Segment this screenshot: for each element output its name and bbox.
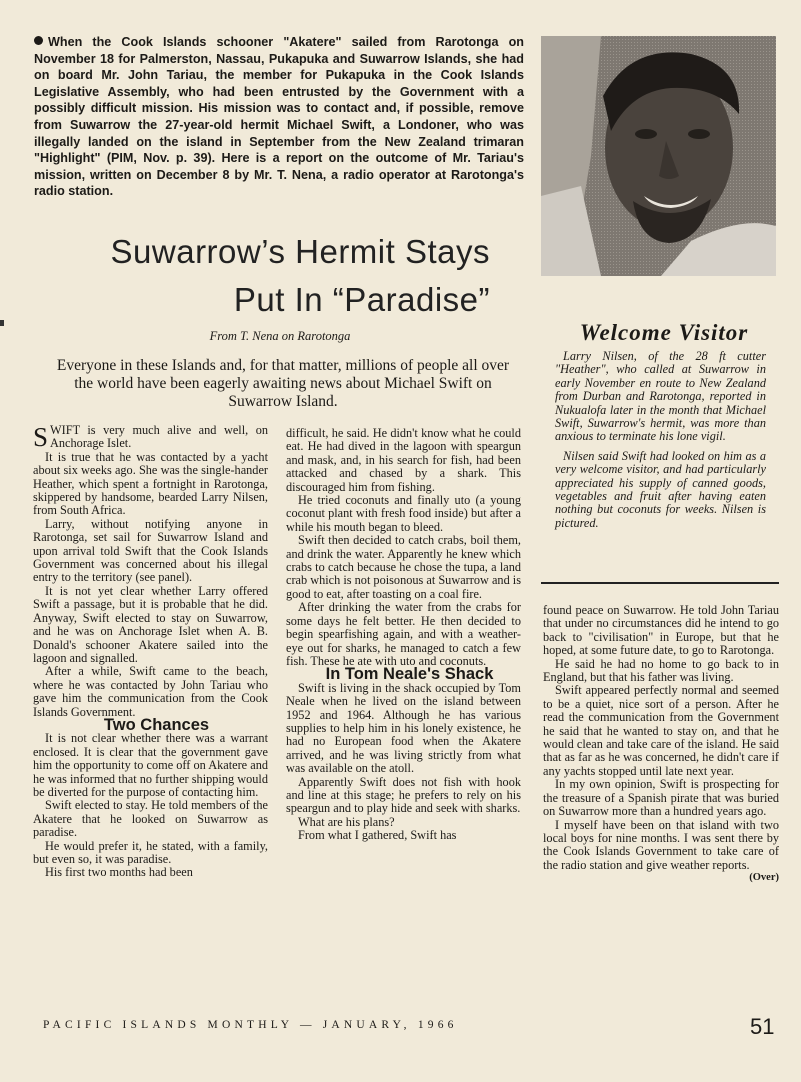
paragraph: Swift appeared perfectly normal and seemed to be a quiet, nice sort of a person. After he read the communication from the Government he said that he wanted to stay on, and that he would clean and take care of the island. He said that as far as he was concerned, he didn't care if any yachts stopped until late next year. [543,683,779,778]
page-footer: PACIFIC ISLANDS MONTHLY — JANUARY, 1966 [43,1019,458,1031]
subheading-tom-neales-shack: In Tom Neale's Shack [325,665,494,684]
sidebar-paragraph: Larry Nilsen, of the 28 ft cutter "Heather", who called at Suwarrow in early November en route to New Zealand from Durban and Rarotonga, reported in Nukualofa later in the month that Michael Swift, Suwarrow's hermit, was more than anxious to terminate his lone vigil. [555,349,766,444]
lead-paragraph: Everyone in these Islands and, for that matter, millions of people all over the world have been eagerly awaiting news about Michael Swift on Suwarrow Island. [56,357,510,410]
column-1 [33,424,268,880]
paragraph: After drinking the water from the crabs for some days he felt better. He then decided to begin spearfishing again, and with a weather-eye out for sharks, he managed to catch a few fish. These he ate with uto and coconuts. [286,600,521,668]
sidebar-text [555,350,766,536]
portrait-photo [541,36,776,276]
paragraph: He said he had no home to go back to in England, but that his father was living. [543,656,779,685]
paragraph: Apparently Swift does not fish with hook and line at this stage; he prefers to rely on his speargun and to play hide and seek with sharks. [286,774,521,816]
column-3 [543,604,779,885]
paragraph: He would prefer it, he stated, with a family, but even so, it was paradise. [33,838,268,866]
intro-paragraph [34,34,524,200]
paragraph: found peace on Suwarrow. He told John Tariau that under no circumstances did he intend to go back to "civilisation" in Europe, but that he hoped, at some future date, to go to Rarotonga. [543,603,779,658]
paragraph: Swift is living in the shack occupied by Tom Neale when he lived on the island between 1952 and 1964. Although he has various supplies to help him in his lonely existence, he had no European food when the Akatere arrived, and he was living strictly from what was available on the atoll. [286,680,521,776]
paragraph: It is not clear whether there was a warrant enclosed. It is clear that the government gave him the opportunity to come off on Akatere and he was informed that no further shipping would be diverted for the purpose of contacting him. [33,731,268,799]
portrait-illustration [541,36,776,276]
sidebar-rule [541,582,779,584]
bullet-icon [34,36,43,45]
page-number: 51 [750,1014,775,1039]
paragraph: What are his plans? [298,814,395,829]
paragraph: In my own opinion, Swift is prospecting for the treasure of a Spanish pirate that was buried on Suwarrow more than a hundred years ago. [543,777,779,819]
paragraph: Larry, without notifying anyone in Rarotonga, set sail for Suwarrow Island and upon arrival told Swift that the Cook Islands Government was concerned about his illegal entry to the territory (see panel). [33,516,268,585]
paragraph: His first two months had been [45,865,193,880]
paragraph: After a while, Swift came to the beach, where he was contacted by John Tariau who gave him the communication from the Cook Islands Government. [33,664,268,719]
article-headline [70,228,490,324]
intro-text: When the Cook Islands schooner "Akatere" sailed from Rarotonga on November 18 for Palmerston, Nassau, Pukapuka and Suwarrow Islands, she had on board Mr. John Tariau, the member for Pukapuka in the Cook Islands Legislative Assembly, who had been entrusted by the Government with a possibly difficult mission. His mission was to contact and, if possible, remove from Suwarrow the 27-year-old hermit Michael Swift, a Londoner, who was illegally landed on the island in September from the New Zealand trimaran "Highlight" (PIM, Nov. p. 39). Here is a report on the outcome of Mr. Tariau's mission, written on December 8 by Mr. T. Nena, a radio operator at Rarotonga's radio station. [34,35,524,199]
paragraph: Swift then decided to catch crabs, boil them, and drink the water. Apparently he knew which crabs to catch because he chose the tupa, a land crab which is not poisonous at Suwarrow and is good to eat, after toasting on a coal fire. [286,533,521,601]
paragraph: He tried coconuts and finally uto (a young coconut plant with fresh food inside) but after a while his mouth began to bleed. [286,493,521,534]
headline-line-2: Put In “Paradise” [233,281,490,318]
headline-line-1: Suwarrow’s Hermit Stays [110,233,490,270]
subheading-two-chances: Two Chances [103,715,210,734]
paragraph: I myself have been on that island with two local boys for nine months. I was sent there by the Cook Islands Government to take care of the radio station and give weather reports. [543,817,779,872]
sidebar-paragraph: Nilsen said Swift had looked on him as a very welcome visitor, and had particularly appreciated his supply of canned goods, vegetables and fruit after having eaten nothing but coconuts for weeks. Nilsen is pictured. [555,448,766,530]
paragraph: Swift elected to stay. He told members of the Akatere that he looked on Suwarrow as paradise. [33,798,268,840]
continued-marker: (Over) [749,872,779,884]
sidebar-title: Welcome Visitor [579,320,749,345]
paragraph: It is true that he was contacted by a yacht about six weeks ago. She was the single-hander Heather, which spent a fortnight in Rarotonga, skippered by handsome, bearded Larry Nilsen, from South Africa. [33,449,268,518]
byline: From T. Nena on Rarotonga [209,329,351,343]
column-2 [286,427,521,843]
drop-cap: S [33,422,49,452]
paragraph: difficult, he said. He didn't know what he could eat. He had dived in the lagoon with speargun and mask, and, in his search for fish, had been attacked and chased by a shark. This discouraged him from fishing. [286,426,521,494]
paragraph: From what I gathered, Swift has [298,828,457,843]
margin-mark [0,320,4,326]
paragraph: SWIFT is very much alive and well, on Anchorage Islet. [33,422,268,452]
paragraph: It is not yet clear whether Larry offered Swift a passage, but it is probable that he did. Anyway, Swift elected to stay on Suwarrow, and he was on Anchorage Islet when A. B. Donald's schooner Akatere sailed into the lagoon and signalled. [33,583,268,665]
